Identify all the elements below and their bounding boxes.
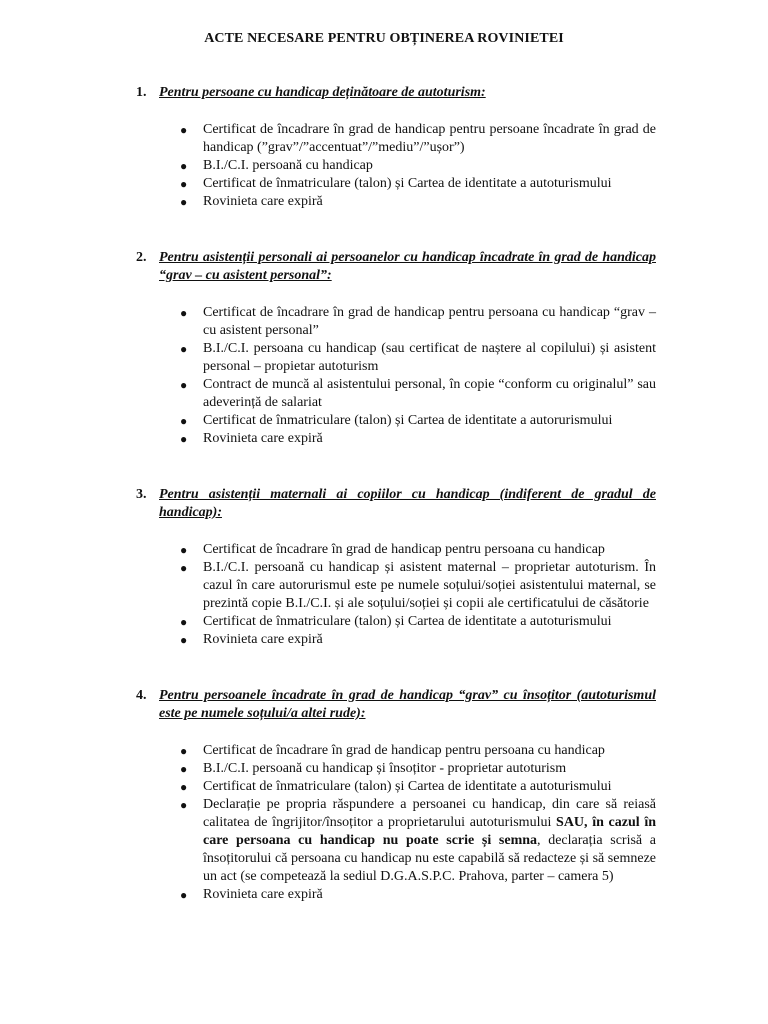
list-item: ● Rovinieta care expiră — [180, 887, 323, 902]
bullet-icon: ● — [180, 342, 188, 356]
section-title: Pentru asistenții maternali ai copiilor cu handicap (indiferent de gradul de handicap): — [159, 487, 656, 520]
section-heading — [136, 249, 656, 285]
bullet-icon: ● — [180, 432, 188, 446]
bullet-icon: ● — [180, 177, 188, 191]
section-title: Pentru persoanele încadrate în grad de handicap “grav” cu însoțitor (autoturismul este pe numele soțului/a altei rude): — [159, 688, 656, 721]
list-item: ● B.I./C.I. persoana cu handicap (sau certificat de naștere al copilului) și asistent personal – propietar autoturism — [180, 341, 656, 374]
bullet-icon: ● — [180, 543, 188, 557]
section-number: 1. — [136, 85, 147, 100]
bullet-icon: ● — [180, 123, 188, 137]
bullet-icon: ● — [180, 762, 188, 776]
bullet-icon: ● — [180, 744, 188, 758]
bullet-icon: ● — [180, 561, 188, 575]
requirements-list — [136, 304, 656, 448]
list-item: ● Certificat de înmatriculare (talon) și Cartea de identitate a autoturismului — [180, 779, 612, 794]
bullet-icon: ● — [180, 633, 188, 647]
list-item: ● B.I./C.I. persoană cu handicap și asistent maternal – proprietar autoturism. În cazul în care autorurismul este pe numele soțului/soției asistentului maternal, se prezintă copie B.I./C.I. și ale soțului/soției și copii ale certificatului de căsătorie — [180, 560, 656, 611]
list-item: ● Rovinieta care expiră — [180, 632, 323, 647]
section-number: 2. — [136, 250, 147, 265]
section-2 — [136, 249, 656, 448]
bullet-icon: ● — [180, 780, 188, 794]
section-heading — [136, 84, 656, 102]
emphasis-text: SAU, în cazul în care persoana cu handicap nu poate scrie și semna — [203, 815, 656, 848]
section-title: Pentru asistenții personali ai persoanelor cu handicap încadrate în grad de handicap “grav – cu asistent personal”: — [159, 250, 656, 283]
list-item: ● Certificat de încadrare în grad de handicap pentru persoana cu handicap — [180, 743, 605, 758]
list-item: ● Certificat de înmatriculare (talon) și Cartea de identitate a autoturismului — [180, 176, 612, 191]
bullet-icon: ● — [180, 798, 188, 812]
document-title: ACTE NECESARE PENTRU OBȚINEREA ROVINIETEI — [204, 31, 564, 46]
list-item: ● Declarație pe propria răspundere a persoanei cu handicap, din care să reiasă calitatea de îngrijitor/însoțitor a proprietarului autoturismului SAU, în cazul în care persoana cu handicap nu poate scrie și semna, declarația scrisă a însoțitorului că persoana cu handicap nu este capabilă să redacteze și să semneze un act (se competează la sediul D.G.A.S.P.C. Prahova, parter – camera 5) — [180, 797, 656, 884]
requirements-list — [136, 121, 656, 211]
list-item: ● Certificat de înmatriculare (talon) și Cartea de identitate a autoturismului — [180, 614, 612, 629]
requirements-list — [136, 541, 656, 649]
list-item: ● Certificat de încadrare în grad de handicap pentru persoane încadrate în grad de handicap (”grav”/”accentuat”/”mediu”/”ușor”) — [180, 122, 656, 155]
bullet-icon: ● — [180, 159, 188, 173]
section-heading — [136, 687, 656, 723]
list-item: ● B.I./C.I. persoană cu handicap — [180, 158, 373, 173]
list-item: ● Certificat de înmatriculare (talon) și Cartea de identitate a autorurismului — [180, 413, 613, 428]
section-number: 4. — [136, 688, 147, 703]
section-number: 3. — [136, 487, 147, 502]
bullet-icon: ● — [180, 615, 188, 629]
requirements-list — [136, 742, 656, 904]
list-item: ● Rovinieta care expiră — [180, 194, 323, 209]
section-heading — [136, 486, 656, 522]
bullet-icon: ● — [180, 306, 188, 320]
list-item: ● Rovinieta care expiră — [180, 431, 323, 446]
bullet-icon: ● — [180, 378, 188, 392]
section-1 — [136, 84, 656, 211]
list-item: ● Certificat de încadrare în grad de handicap pentru persoana cu handicap — [180, 542, 605, 557]
section-title: Pentru persoane cu handicap deținătoare de autoturism: — [159, 85, 486, 100]
list-item: ● Contract de muncă al asistentului personal, în copie “conform cu originalul” sau adeverință de salariat — [180, 377, 656, 410]
bullet-icon: ● — [180, 195, 188, 209]
bullet-icon: ● — [180, 888, 188, 902]
list-item: ● B.I./C.I. persoană cu handicap și însoțitor - proprietar autoturism — [180, 761, 567, 776]
section-3 — [136, 486, 656, 649]
bullet-icon: ● — [180, 414, 188, 428]
section-4 — [136, 687, 656, 904]
list-item: ● Certificat de încadrare în grad de handicap pentru persoana cu handicap “grav – cu asistent personal” — [180, 305, 656, 338]
